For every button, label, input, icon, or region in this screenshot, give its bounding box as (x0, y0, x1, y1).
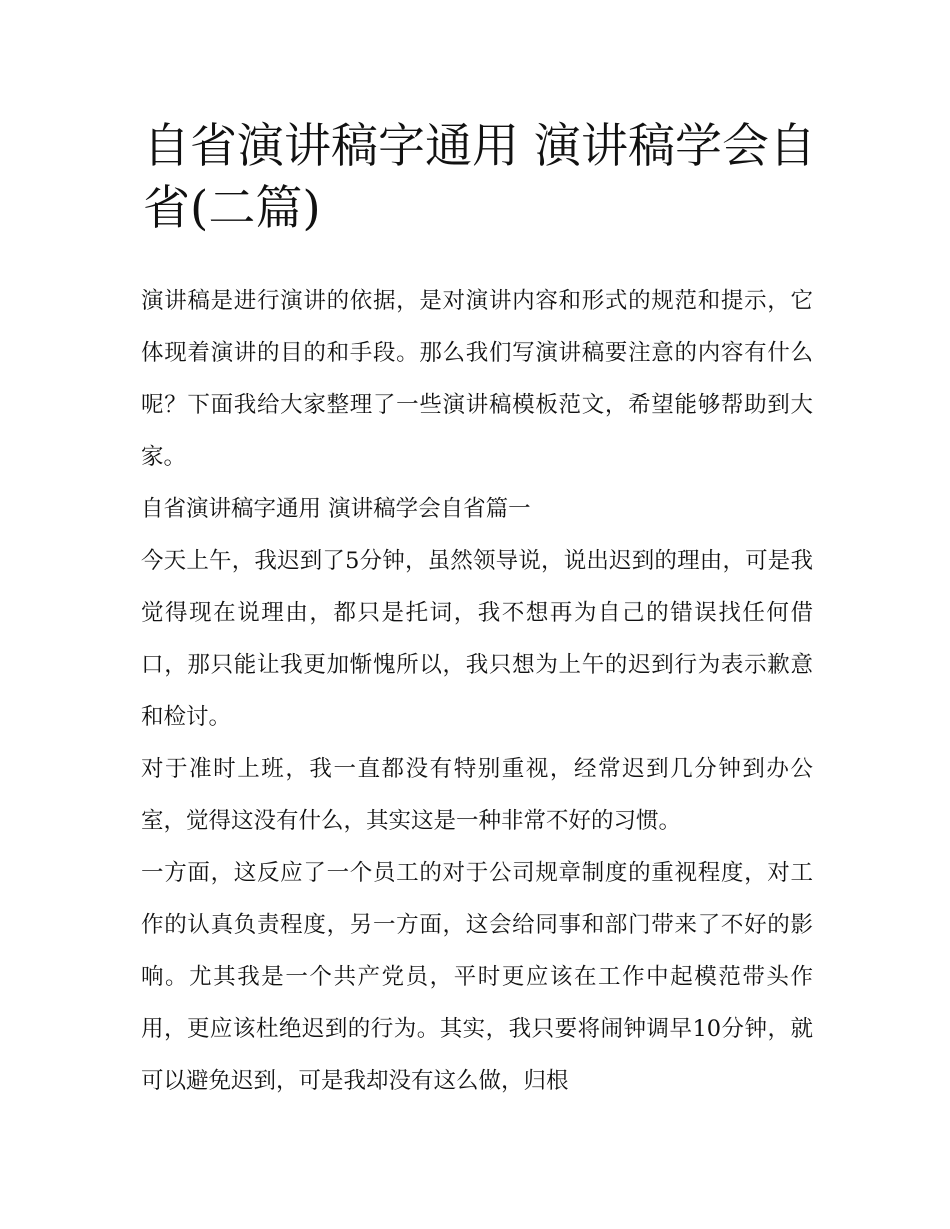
intro-paragraph: 演讲稿是进行演讲的依据，是对演讲内容和形式的规范和提示，它体现着演讲的目的和手段。那么我们写演讲稿要注意的内容有什么呢？下面我给大家整理了一些演讲稿模板范文，希望能够帮助到大家。 (141, 288, 813, 470)
body-paragraph: 今天上午，我迟到了5分钟，虽然领导说，说出迟到的理由，可是我觉得现在说理由，都只是托词，我不想再为自己的错误找任何借口，那只能让我更加惭愧所以，我只想为上午的迟到行为表示歉意和检讨。 (141, 548, 813, 730)
body-paragraph: 一方面，这反应了一个员工的对于公司规章制度的重视程度，对工作的认真负责程度，另一方面，这会给同事和部门带来了不好的影响。尤其我是一个共产党员，平时更应该在工作中起模范带头作用，更应该杜绝迟到的行为。其实，我只要将闹钟调早10分钟，就可以避免迟到，可是我却没有这么做，归根 (141, 860, 813, 1094)
section-heading: 自省演讲稿字通用 演讲稿学会自省篇一 (141, 496, 531, 522)
document-body (141, 275, 813, 1107)
body-paragraph: 对于准时上班，我一直都没有特别重视，经常迟到几分钟到办公室，觉得这没有什么，其实这是一种非常不好的习惯。 (141, 756, 813, 834)
document-title: 自省演讲稿字通用 演讲稿学会自省(二篇) (143, 119, 816, 236)
